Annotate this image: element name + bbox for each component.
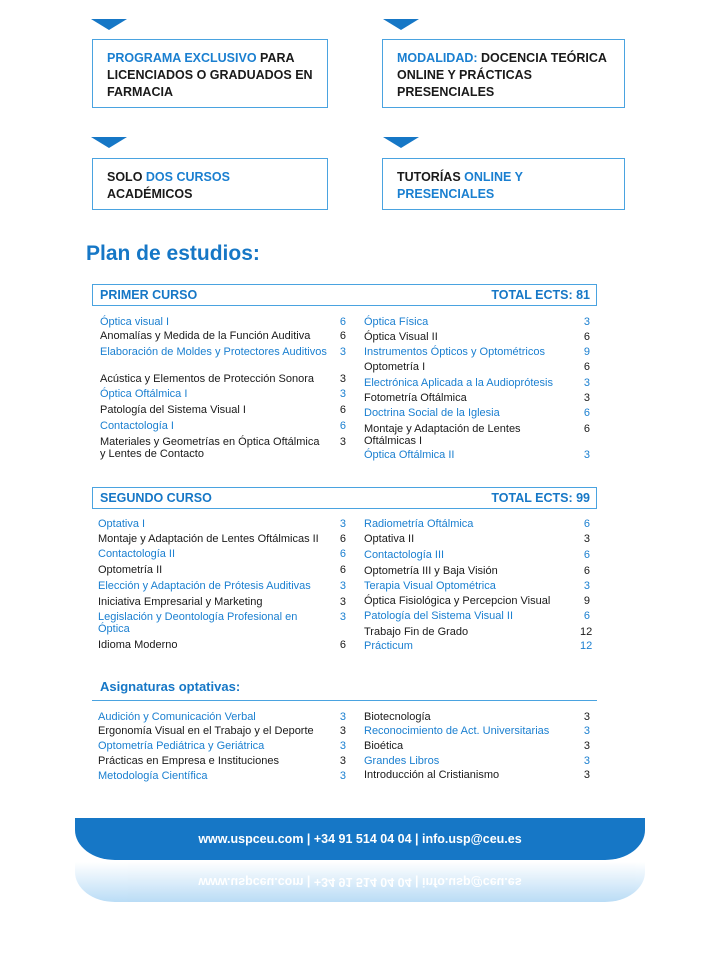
course-ects: 3	[339, 580, 346, 592]
course-ects: 6	[583, 407, 590, 419]
course-name: Radiometría Oftálmica	[364, 518, 474, 530]
course-name: Optometría II	[98, 564, 163, 576]
course-name: Optometría I	[364, 361, 426, 373]
course-ects: 3	[339, 755, 346, 767]
course-name: Acústica y Elementos de Protección Sonora	[100, 373, 315, 385]
course-row	[100, 316, 346, 328]
course-ects: 6	[583, 423, 590, 435]
course-ects: 3	[583, 449, 590, 461]
course-row	[364, 769, 590, 781]
feature-text: ACADÉMICOS	[107, 187, 193, 201]
course-ects: 6	[339, 420, 346, 432]
course-name: Optometría Pediátrica y Geriátrica	[98, 740, 265, 752]
course-ects: 3	[583, 392, 590, 404]
course-name: Audición y Comunicación Verbal	[98, 711, 256, 723]
contact-info: www.uspceu.com | +34 91 514 04 04 | info.usp@ceu.es	[198, 832, 522, 846]
course-name: Óptica Oftálmica I	[100, 388, 188, 400]
course-name: Contactología II	[98, 548, 176, 560]
course-name: Prácticum	[364, 640, 413, 652]
course-name: Biotecnología	[364, 711, 431, 723]
feature-box-cursos	[92, 158, 328, 210]
course-name: Electrónica Aplicada a la Audioprótesis	[364, 377, 553, 389]
course-row	[98, 518, 346, 530]
course-row	[98, 755, 346, 767]
course-row	[364, 595, 590, 607]
course-name: Óptica Física	[364, 316, 429, 328]
course-row	[98, 740, 346, 752]
course-row	[98, 611, 346, 635]
course-label: SEGUNDO CURSO	[100, 491, 212, 505]
course-row	[98, 770, 346, 782]
course-row	[100, 388, 346, 400]
course-ects: 6	[339, 330, 346, 342]
course-ects: 3	[339, 436, 346, 448]
course-name: Contactología III	[364, 549, 445, 561]
course-name: Iniciativa Empresarial y Marketing	[98, 596, 263, 608]
list-reflection	[97, 932, 592, 977]
course-ects: 3	[339, 725, 346, 737]
feature-box-modalidad	[382, 39, 625, 108]
course-ects: 6	[583, 518, 590, 530]
course-name: Trabajo Fin de Grado	[364, 626, 469, 638]
course-row	[98, 548, 346, 560]
course-row	[364, 346, 590, 358]
course-ects: 6	[583, 610, 590, 622]
course-row	[364, 580, 590, 592]
course-name: Montaje y Adaptación de Lentes Oftálmicas II	[98, 533, 319, 545]
course-row	[364, 449, 590, 461]
course-ects: 6	[583, 565, 590, 577]
course-row	[98, 580, 346, 592]
course-ects: 6	[583, 549, 590, 561]
course-ects: 6	[339, 548, 346, 560]
course-ects: 6	[339, 404, 346, 416]
feature-text: PROGRAMA EXCLUSIVO	[107, 51, 257, 65]
course-row	[364, 533, 590, 545]
arrow-down-icon	[91, 137, 127, 148]
course-row	[364, 740, 590, 752]
course-row	[98, 564, 346, 576]
course-name: Idioma Moderno	[98, 639, 178, 651]
course-name: Elección y Adaptación de Prótesis Auditivas	[98, 580, 311, 592]
course-row	[364, 407, 590, 419]
course-name: Óptica Visual II	[364, 331, 438, 343]
course-row	[364, 626, 593, 638]
course-ects: 3	[339, 596, 346, 608]
course-ects: 3	[583, 711, 590, 723]
course-name: Doctrina Social de la Iglesia	[364, 407, 500, 419]
course-name: Reconocimiento de Act. Universitarias	[364, 725, 550, 737]
course-label: PRIMER CURSO	[100, 288, 198, 302]
course-ects: 3	[339, 388, 346, 400]
course-ects: 3	[583, 533, 590, 545]
feature-text: ONLINE Y PRESENCIALES	[397, 170, 523, 201]
footer-reflection: www.uspceu.com | +34 91 514 04 04 | info.usp@ceu.es	[75, 862, 645, 902]
feature-text: MODALIDAD:	[397, 51, 478, 65]
optativas-title: Asignaturas optativas:	[100, 679, 241, 694]
feature-text: DOCENCIA TEÓRICA ONLINE Y PRÁCTICAS PRESENCIALES	[397, 51, 607, 99]
course-row	[364, 331, 590, 343]
course-row	[98, 596, 346, 608]
course-row	[98, 725, 346, 737]
course-ects: 3	[583, 377, 590, 389]
course-name: Elaboración de Moldes y Protectores Auditivos	[100, 346, 327, 358]
course-name: Ergonomía Visual en el Trabajo y el Deporte	[98, 725, 314, 737]
course-row	[100, 373, 346, 385]
course-name: Optativa II	[364, 533, 415, 545]
course-ects: 12	[580, 626, 593, 638]
course-ects: 6	[583, 331, 590, 343]
course-name: Patología del Sistema Visual I	[100, 404, 246, 416]
course-ects: 6	[339, 533, 346, 545]
course-row	[364, 316, 590, 328]
course-ects: 3	[583, 725, 590, 737]
course-row	[364, 755, 590, 767]
course-ects: 3	[583, 580, 590, 592]
course-name: Instrumentos Ópticos y Optométricos	[364, 346, 545, 358]
course-ects: TOTAL ECTS: 99	[491, 491, 590, 505]
course-ects: 6	[583, 361, 590, 373]
feature-text: TUTORÍAS	[397, 170, 465, 184]
course-name: Fotometría Oftálmica	[364, 392, 467, 404]
course-ects: 3	[583, 769, 590, 781]
course-name: Grandes Libros	[364, 755, 440, 767]
course-ects: 3	[583, 740, 590, 752]
course-row	[364, 711, 590, 723]
course-ects: 3	[339, 740, 346, 752]
course-row	[364, 392, 590, 404]
plan-title: Plan de estudios:	[86, 242, 260, 265]
course-name: Óptica visual I	[100, 316, 170, 328]
course-row	[364, 549, 590, 561]
course-name: Legislación y Deontología Profesional en Óptica	[98, 611, 298, 635]
feature-text: PARA LICENCIADOS O GRADUADOS EN FARMACIA	[107, 51, 313, 99]
course-row	[98, 533, 346, 545]
course-row	[364, 610, 590, 622]
course-name: Montaje y Adaptación de Lentes Oftálmicas I	[364, 423, 521, 447]
course-row	[100, 330, 346, 342]
course-ects: 3	[339, 611, 346, 623]
course-name: Óptica Fisiológica y Percepcion Visual	[364, 595, 551, 607]
feature-box-tutorias	[382, 158, 625, 210]
arrow-down-icon	[91, 19, 127, 30]
arrow-down-icon	[383, 19, 419, 30]
divider	[92, 700, 597, 701]
course-name: Prácticas en Empresa e Instituciones	[98, 755, 279, 767]
course-row	[364, 640, 593, 652]
course-row	[100, 346, 346, 358]
course-row	[98, 711, 346, 723]
course-name: Optativa I	[98, 518, 146, 530]
course-ects: 6	[339, 639, 346, 651]
course-row	[100, 436, 346, 460]
course-ects: 6	[339, 564, 346, 576]
course-row	[100, 420, 346, 432]
course-name: Optometría III y Baja Visión	[364, 565, 498, 577]
course-ects: 3	[339, 346, 346, 358]
course-row	[100, 404, 346, 416]
course-row	[364, 377, 590, 389]
primer-curso-header	[92, 284, 597, 306]
segundo-curso-header	[92, 487, 597, 509]
course-row	[364, 725, 590, 737]
course-name: Bioética	[364, 740, 404, 752]
course-ects: 9	[583, 346, 590, 358]
course-name: Materiales y Geometrías en Óptica Oftálmica y Lentes de Contacto	[100, 436, 320, 460]
course-row	[364, 518, 590, 530]
course-ects: 3	[339, 711, 346, 723]
course-ects: 6	[339, 316, 346, 328]
course-row	[364, 361, 590, 373]
contact-footer	[75, 818, 645, 860]
course-name: Metodología Científica	[98, 770, 208, 782]
course-row	[98, 639, 346, 651]
course-ects: TOTAL ECTS: 81	[491, 288, 590, 302]
feature-text: DOS CURSOS	[145, 170, 230, 184]
course-row	[364, 423, 590, 447]
course-ects: 3	[339, 373, 346, 385]
course-ects: 3	[339, 518, 346, 530]
course-name: Contactología I	[100, 420, 174, 432]
course-row	[364, 565, 590, 577]
course-ects: 3	[339, 770, 346, 782]
feature-box-programa	[92, 39, 328, 108]
course-ects: 9	[583, 595, 590, 607]
course-name: Anomalías y Medida de la Función Auditiva	[100, 330, 311, 342]
course-ects: 12	[580, 640, 593, 652]
course-name: Introducción al Cristianismo	[364, 769, 500, 781]
course-name: Terapia Visual Optométrica	[364, 580, 496, 592]
feature-text: SOLO	[107, 170, 146, 184]
course-ects: 3	[583, 316, 590, 328]
course-ects: 3	[583, 755, 590, 767]
arrow-down-icon	[383, 137, 419, 148]
course-name: Óptica Oftálmica II	[364, 449, 455, 461]
course-name: Patología del Sistema Visual II	[364, 610, 513, 622]
